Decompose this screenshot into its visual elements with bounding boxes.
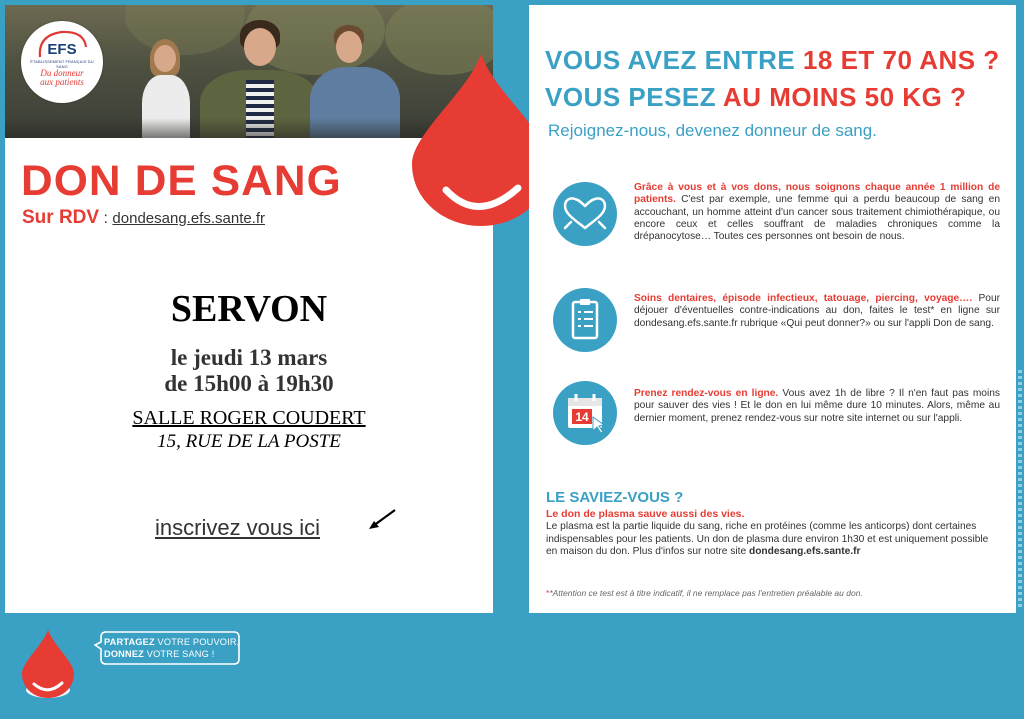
speech-give: DONNEZ (104, 649, 147, 659)
svg-text:EFS: EFS (47, 41, 77, 58)
event-hours: de 15h00 à 19h30 (164, 371, 334, 396)
signup-link[interactable]: inscrivez vous ici (155, 515, 321, 540)
age-question-start: VOUS AVEZ ENTRE (545, 45, 803, 75)
speech-blood: VOTRE SANG ! (146, 649, 215, 659)
info-text-rdv: Vous avez 1h de libre ? Il n'en faut pas moins pour sauver des vies ! Et le don en lui même dure 10 minutes. Alors, même au dernier moment, prenez rendez-vous sur notre site internet ou sur l'appli. (634, 388, 1000, 424)
rdv-separator: : (99, 210, 113, 227)
info-paragraph-patients (634, 182, 1000, 243)
calendar-icon (553, 381, 617, 445)
efs-logo-tagline (21, 69, 103, 87)
weight-question (545, 82, 966, 113)
rdv-link[interactable]: dondesang.efs.sante.fr (112, 210, 266, 227)
calendar-day: 14 (575, 410, 589, 424)
plasma-body: Le plasma est la partie liquide du sang, riche en protéines (comme les anticorps) dont certaines indispensables pour les patients. Un don de plasma dure environ 1h30 et est uniquement possible en maison du don. Plus d'infos sur notre site (546, 521, 989, 558)
arrow-icon (367, 507, 399, 531)
info-text-test: Pour déjouer d'éventuelles contre-indications au don, faites le test* en ligne sur dondesang.efs.sante.fr rubrique «Qui peut donner?» ou sur l'appli Don de sang. (634, 293, 1001, 329)
info-paragraph-test (634, 293, 1000, 330)
venue-address: 15, RUE DE LA POSTE (157, 431, 341, 452)
plasma-link[interactable]: dondesang.efs.sante.fr (748, 546, 861, 558)
did-you-know-heading: LE SAVIEZ-VOUS ? (546, 489, 684, 506)
join-us-text: Rejoignez-nous, devenez donneur de sang. (548, 121, 877, 140)
info-text-patients: C'est par exemple, une femme qui a perdu beaucoup de sang en accouchant, un homme atteint d'un cancer sous traitement chimiothérapique, ou encore ceux et celles souffrant de maladies chroniques comme la drépanocytose… Toutes ces personnes ont besoin de nous. (634, 194, 1000, 243)
plasma-text (546, 521, 994, 559)
info-paragraph-rdv (634, 388, 1000, 425)
venue-name: SALLE ROGER COUDERT (132, 407, 366, 429)
town-name: SERVON (170, 288, 328, 330)
info-bold-patients: Grâce à vous et à vos dons, nous soignons chaque année 1 million de patients. (634, 182, 1000, 206)
event-date: le jeudi 13 mars (170, 345, 328, 370)
info-bold-rdv: Prenez rendez-vous en ligne. (634, 388, 779, 399)
efs-logo-icon (34, 29, 90, 59)
speech-power: VOTRE POUVOIR, (157, 637, 240, 647)
speech-line-2 (104, 649, 215, 659)
don-de-sang-title: DON DE SANG (21, 157, 342, 205)
footnote-text: *Attention ce test est à titre indicatif, il ne remplace pas l'entretien préalable au don. (549, 588, 863, 598)
speech-line-1 (104, 637, 239, 647)
rdv-label: Sur RDV (22, 207, 100, 228)
poster-right-panel (529, 5, 1016, 613)
age-question (545, 45, 1000, 76)
rdv-line (22, 207, 265, 229)
efs-logo-subtitle: ÉTABLISSEMENT FRANÇAIS DU SANG (30, 59, 94, 69)
footnote: **Attention ce test est à titre indicatif, il ne remplace pas l'entretien préalable au don. (546, 588, 863, 598)
weight-question-highlight: AU MOINS 50 KG ? (722, 82, 967, 112)
side-fine-print (1018, 370, 1022, 610)
age-question-highlight: 18 ET 70 ANS ? (802, 45, 1000, 75)
speech-share: PARTAGEZ (104, 637, 158, 647)
tagline-line-2: aux patients (40, 77, 84, 87)
plasma-title: Le don de plasma sauve aussi des vies. (546, 508, 745, 520)
weight-question-start: VOUS PESEZ (545, 82, 723, 112)
tagline-line-1: Du donneur (40, 68, 84, 78)
efs-logo (21, 21, 103, 103)
clipboard-icon (553, 288, 617, 352)
info-bold-test: Soins dentaires, épisode infectieux, tatouage, piercing, voyage…. (634, 293, 973, 304)
small-blood-drop-icon (18, 628, 78, 702)
hands-heart-icon (553, 182, 617, 246)
